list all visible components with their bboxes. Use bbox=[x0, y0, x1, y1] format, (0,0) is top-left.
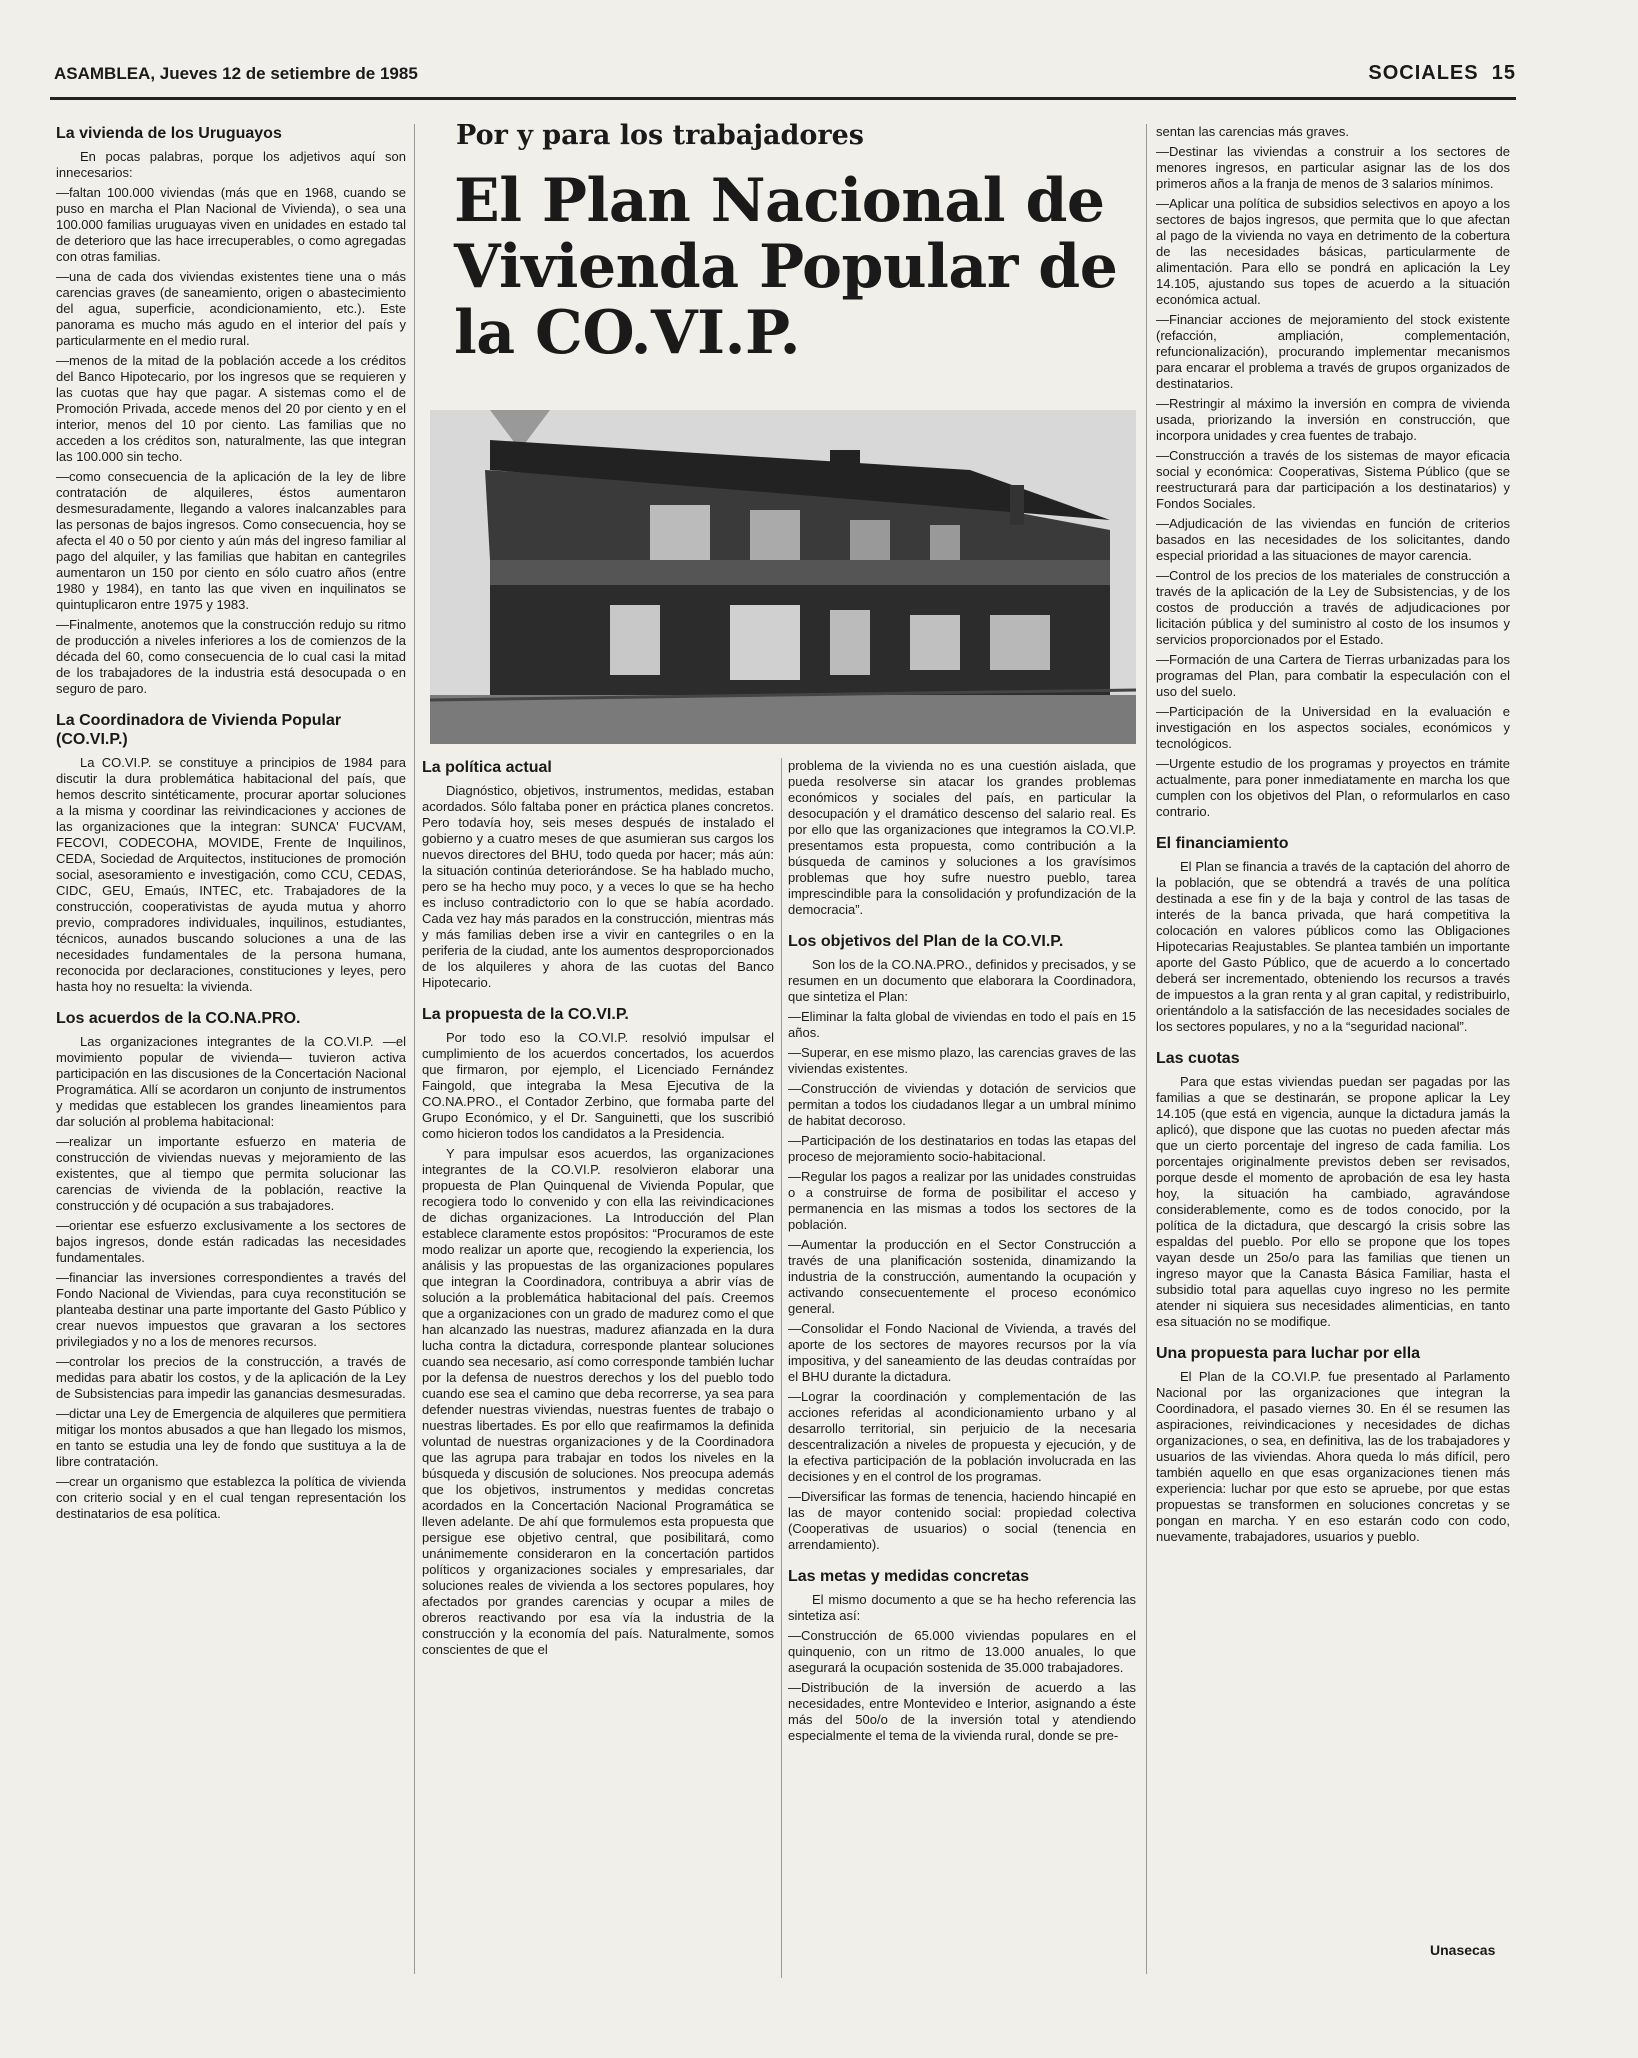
housing-building-image bbox=[430, 410, 1136, 744]
paragraph: —Construcción de viviendas y dotación de servicios que permitan a todos los ciudadanos llegar a un umbral mínimo de habitat decoroso. bbox=[788, 1081, 1136, 1128]
paragraph: El Plan de la CO.VI.P. fue presentado al Parlamento Nacional por las organizaciones que integran la Coordinadora, el pasado viernes 30. En él se resumen las aspiraciones, reivindicaciones y necesidades de dichas organizaciones, o sea, en definitiva, las de los trabajadores y usuarios de las viviendas. Ahora queda lo más difícil, pero también aquello en que esas organizaciones tienen más experiencia: luchar por que esto se apruebe, por que estas propuestas se transformen en soluciones concretas y se pongan en marcha. Y en eso estarán codo con codo, nuevamente, trabajadores, usuarios y pueblo. bbox=[1156, 1369, 1510, 1544]
paragraph: Diagnóstico, objetivos, instrumentos, medidas, estaban acordados. Sólo faltaba poner en práctica planes concretos. Pero todavía hoy, seis meses después de instalado el gobierno y a cuatro meses de que asumieran sus cargos los nuevos directores del BHU, todo queda por hacer; más aún: la situación continúa deteriorándose. Se ha hablado mucho, pero se ha hecho muy poco, y a veces lo que se ha hecho es incluso contradictorio con lo que se había acordado. Cada vez hay más parados en la construcción, mientras más y más familias deben irse a vivir en cantegriles o en la periferia de la ciudad, ante los aumentos desproporcionados de los alquileres y ahora de las cuotas del Banco Hipotecario. bbox=[422, 783, 774, 990]
masthead-date: ASAMBLEA, Jueves 12 de setiembre de 1985 bbox=[54, 64, 418, 83]
subhead-metas: Las metas y medidas concretas bbox=[788, 1568, 1030, 1585]
paragraph: —una de cada dos viviendas existentes tiene una o más carencias graves (de saneamiento, origen o abastecimiento del agua, superficie, acondicionamiento, etc.). Este panorama es mucho más agudo en el interior del país y particularmente en el medio rural. bbox=[56, 269, 406, 348]
column-rule-3 bbox=[1146, 124, 1147, 1974]
paragraph: problema de la vivienda no es una cuestión aislada, que pueda resolverse sin atacar los grandes problemas económicos y sociales del país, en particular la desocupación y el dramático descenso del salario real. Es por ello que las organizaciones que integramos la CO.VI.P. presentamos esta propuesta, como contribución a la búsqueda de caminos y soluciones a los gravísimos problemas que hoy sufre nuestro pueblo, tarea imprescindible para la consolidación y profundización de la democracia”. bbox=[788, 758, 1136, 917]
paragraph: —Control de los precios de los materiales de construcción a través de la aplicación de la Ley de Subsistencias, y de los costos de producción a través de adjudicaciones por licitación pública y del suministro al costo de los insumos y servicios proporcionados por el Estado. bbox=[1156, 568, 1510, 647]
column-rule-1 bbox=[414, 124, 415, 1974]
paragraph: —Finalmente, anotemos que la construcción redujo su ritmo de producción a niveles inferiores a los de comienzos de la década del 60, como consecuencia de lo cual casi la mitad de los trabajadores de la industria está desocupada o en seguro de paro. bbox=[56, 617, 406, 696]
column-2 bbox=[422, 758, 774, 1978]
paragraph: El Plan se financia a través de la captación del ahorro de la población, que se obtendrá a través de una política destinada a ese fin y de la baja y control de las tasas de interés de la banca privada, que hará competitiva la colocación en valores públicos como las Obligaciones Hipotecarias Reajustables. Se plantea también un importante aporte del Gasto Público, que de acuerdo a lo concertado deberá ser incrementado, obteniendo los recursos a través de impuestos a la gran renta y al gran capital, y redistribuirlo, orientándolo a la satisfacción de las necesidades sociales de los sectores populares, y no a la “seguridad nacional”. bbox=[1156, 859, 1510, 1034]
paragraph: —controlar los precios de la construcción, a través de medidas para abatir los costos, y de la aplicación de la Ley de Subsistencias para impedir las ganancias desmesuradas. bbox=[56, 1354, 406, 1401]
masthead-rule bbox=[50, 97, 1516, 100]
paragraph: —Construcción de 65.000 viviendas populares en el quinquenio, con un ritmo de 13.000 anuales, lo que asegurará la ocupación sostenida de 35.000 trabajadores. bbox=[788, 1628, 1136, 1675]
building-photo bbox=[430, 410, 1136, 744]
paragraph: —Regular los pagos a realizar por las unidades construidas o a construirse de forma de posibilitar el acceso y permanencia en las mismas a todos los sectores de la población. bbox=[788, 1169, 1136, 1232]
masthead bbox=[50, 58, 1516, 98]
paragraph: —dictar una Ley de Emergencia de alquileres que permitiera mitigar los montos abusados a que han llegado los mismos, en tanto se estudia una ley de fondo que sustituya a la de libre contratación. bbox=[56, 1406, 406, 1469]
page-number: 15 bbox=[1491, 62, 1516, 84]
subhead-acuerdos: Los acuerdos de la CO.NA.PRO. bbox=[56, 1010, 301, 1027]
column-rule-2 bbox=[781, 758, 782, 1978]
subhead-financiamiento: El financiamiento bbox=[1156, 835, 1289, 852]
paragraph: —Distribución de la inversión de acuerdo a las necesidades, entre Montevideo e Interior, asignando a éste más del 50o/o de la inversión total y atendiendo especialmente el tema de la vivienda rural, donde se pre- bbox=[788, 1680, 1136, 1743]
paragraph: Por todo eso la CO.VI.P. resolvió impulsar el cumplimiento de los acuerdos concertados, los acuerdos que firmaron, por ejemplo, el Licenciado Fernández Faingold, que integraba la Mesa Ejecutiva de la CO.NA.PRO., el Contador Zerbino, que formaba parte del Grupo Económico, y el Dr. Sanguinetti, que los suscribió como hicieron todos los candidatos a la Presidencia. bbox=[422, 1030, 774, 1141]
paragraph: La CO.VI.P. se constituye a principios de 1984 para discutir la dura problemática habitacional del país, que hemos descrito sintéticamente, procurar aportar soluciones a la misma y coordinar las reivindicaciones y acciones de las organizaciones que la integran: SUNCA' FUCVAM, FECOVI, CODECOHA, MOVIDE, Frente de Inquilinos, CEDA, Sociedad de Arquitectos, instituciones de promoción social, asesoramiento e investigación, como CCU, CEDAS, CIDC, GEU, Emaús, INTEC, etc. Trabajadores de la construcción, cooperativistas de ayuda mutua y ahorro previo, compradores individuales, inquilinos, estudiantes, técnicos, aunados buscando soluciones a una de las necesidades fundamentales de la persona humana, reconocida por declaraciones, constituciones y leyes, pero hasta hoy no resuelta: la vivienda. bbox=[56, 755, 406, 994]
paragraph: —realizar un importante esfuerzo en materia de construcción de viviendas nuevas y mejoramiento de las existentes, que al tiempo que permita solucionar las carencias de vivienda de la población, reactive la construcción y dé ocupación a sus trabajadores. bbox=[56, 1134, 406, 1213]
paragraph: Y para impulsar esos acuerdos, las organizaciones integrantes de la CO.VI.P. resolvieron elaborar una propuesta de Plan Quinquenal de Vivienda Popular, que recogiera todo lo convenido y con ella las reivindicaciones de dichas organizaciones. La Introducción del Plan establece claramente estos propósitos: “Procuramos de este modo realizar un aporte que, recogiendo la experiencia, los análisis y las propuestas de las organizaciones populares que integran la Coordinadora, contribuya a abrir vías de solución a la problemática habitacional del país. Creemos que a organizaciones con un grado de madurez como el que han alcanzado las nuestras, madurez afianzada en la dura lucha contra la dictadura, corresponde plantear soluciones cuando sea necesario, así como corresponde también luchar por la defensa de nuestros derechos y los del pueblo todo cuando ese sea el camino que deba recorrerse, ya sea para defender nuestras viviendas, nuestras fuentes de trabajo o nuestras libertades. Es por ello que reafirmamos la definida voluntad de nuestras organizaciones y de la Coordinadora que las agrupa para trabajar en todos los niveles en la búsqueda y discusión de soluciones. Nos preocupa además que los objetivos, instrumentos y medidas concretas acordados en la Concertación Nacional Programática se lleven adelante. De ahí que formulemos esta propuesta que persigue ese objetivo central, que posibilitará, como unánimemente consideraron en la concertación partidos políticos y organizaciones sociales y empresariales, dar soluciones reales de vivienda a los sectores populares, hoy afectados por grandes carencias y ocupar a miles de obreros reactivando por esa vía la industria de la construcción y la economía del país. Naturalmente, somos conscientes de que el bbox=[422, 1146, 774, 1657]
author-signature: Unasecas bbox=[1430, 1942, 1496, 1958]
subhead-cuotas: Las cuotas bbox=[1156, 1050, 1240, 1067]
paragraph: —Adjudicación de las viviendas en función de criterios basados en las necesidades de los solicitantes, dando especial prioridad a las situaciones de mayor carencia. bbox=[1156, 516, 1510, 563]
paragraph: sentan las carencias más graves. bbox=[1156, 124, 1349, 139]
paragraph: —faltan 100.000 viviendas (más que en 1968, cuando se puso en marcha el Plan Nacional de Vivienda), o sea una 100.000 familias uruguayas viven en unidades en estado tal de deterioro que las hace irrecuperables, o como agregadas con otras familias. bbox=[56, 185, 406, 264]
paragraph: Para que estas viviendas puedan ser pagadas por las familias a que se destinarán, se propone aplicar la Ley 14.105 (que está en vigencia, aunque la dictadura jamás la aplicó), que dispone que las cuotas no pueden afectar más que un cierto porcentaje del ingreso de cada familia. Los porcentajes originalmente previstos deben ser revisados, porque desde el momento de aprobación de esa ley hasta hoy, la situación ha cambiado, agravándose considerablemente, como es de todos conocido, por la política de la dictadura, que descargó la crisis sobre las espaldas del pueblo. Por ello se propone que los topes vayan desde un 25o/o para las familias que tienen un ingreso mayor que la Canasta Básica Familiar, hasta el subsidio total para aquellas cuyo ingreso no les permite atender ni siquiera sus necesidades alimenticias, en tanto esa situación no se modifique. bbox=[1156, 1074, 1510, 1329]
section-name: SOCIALES bbox=[1368, 62, 1479, 84]
paragraph: —Aumentar la producción en el Sector Construcción a través de una planificación sostenida, dinamizando la industria de la construcción, aumentando la ocupación y activando consecuentemente el proceso económico general. bbox=[788, 1237, 1136, 1316]
paragraph: —Eliminar la falta global de viviendas en todo el país en 15 años. bbox=[788, 1009, 1136, 1040]
paragraph: —Restringir al máximo la inversión en compra de vivienda usada, priorizando la inversión en construcción, que incorpora unidades y crea fuentes de trabajo. bbox=[1156, 396, 1510, 443]
paragraph: —Participación de los destinatarios en todas las etapas del proceso de mejoramiento socio-habitacional. bbox=[788, 1133, 1136, 1164]
paragraph: Son los de la CO.NA.PRO., definidos y precisados, y se resumen en un documento que elaborara la Coordinadora, que sintetiza el Plan: bbox=[788, 957, 1136, 1004]
paragraph: —orientar ese esfuerzo exclusivamente a los sectores de bajos ingresos, donde están radicadas las necesidades fundamentales. bbox=[56, 1218, 406, 1265]
section-title bbox=[1368, 62, 1516, 85]
article-headline: El Plan Nacional de Vivienda Popular de la CO.VI.P. bbox=[454, 166, 1118, 368]
paragraph: —Consolidar el Fondo Nacional de Vivienda, a través del aporte de los sectores de mayores recursos por la vía impositiva, y del saneamiento de las deudas contraídas por el BHU durante la dictadura. bbox=[788, 1321, 1136, 1384]
paragraph: —Lograr la coordinación y complementación de las acciones referidas al acondicionamiento urbano y al desarrollo territorial, sin perjuicio de la necesaria descentralización a niveles de propuesta y ejecución, y de la efectiva participación de la población involucrada en las decisiones y en el control de los programas. bbox=[788, 1389, 1136, 1484]
paragraph: —crear un organismo que establezca la política de vivienda con criterio social y en el cual tengan representación los destinatarios de esa política. bbox=[56, 1474, 406, 1521]
paragraph: —Destinar las viviendas a construir a los sectores de menores ingresos, en particular asignar las de los dos primeros años a la franja de menos de 3 salarios mínimos. bbox=[1156, 144, 1510, 191]
article-kicker: Por y para los trabajadores bbox=[456, 120, 864, 151]
subhead-politica: La política actual bbox=[422, 759, 552, 776]
newspaper-page bbox=[50, 58, 1516, 1978]
paragraph: El mismo documento a que se ha hecho referencia las sintetiza así: bbox=[788, 1592, 1136, 1623]
paragraph: En pocas palabras, porque los adjetivos aquí son innecesarios: bbox=[56, 149, 406, 180]
column-3 bbox=[788, 758, 1136, 1978]
column-4 bbox=[1156, 124, 1510, 1974]
column-1 bbox=[56, 124, 406, 1974]
subhead-luchar: Una propuesta para luchar por ella bbox=[1156, 1345, 1421, 1362]
paragraph: —menos de la mitad de la población accede a los créditos del Banco Hipotecario, por los ingresos que se requieren y las cuotas que hay que pagar. A sistemas como el de Promoción Privada, accede menos del 20 por ciento y en el interior, menos del 10 por ciento. Las familias que no acceden a los créditos son, naturalmente, las que integran las 100.000 sin techo. bbox=[56, 353, 406, 464]
paragraph: —Diversificar las formas de tenencia, haciendo hincapié en las de mayor contenido social: propiedad colectiva (Cooperativas de usuarios) o social (tenencia en arrendamiento). bbox=[788, 1489, 1136, 1552]
subhead-objetivos: Los objetivos del Plan de la CO.VI.P. bbox=[788, 933, 1064, 950]
paragraph: —Construcción a través de los sistemas de mayor eficacia social y económica: Cooperativas, Sistema Público (que se reestructurará para dar participación a los destinatarios) y Fondos Sociales. bbox=[1156, 448, 1510, 511]
subhead-propuesta: La propuesta de la CO.VI.P. bbox=[422, 1006, 629, 1023]
subhead-coordinadora: La Coordinadora de Vivienda Popular (CO.VI.P.) bbox=[56, 712, 342, 748]
paragraph: —Formación de una Cartera de Tierras urbanizadas para los programas del Plan, para combatir la especulación con el uso del suelo. bbox=[1156, 652, 1510, 699]
paragraph: —Financiar acciones de mejoramiento del stock existente (refacción, ampliación, complementación, refuncionalización), procurando implementar mecanismos para encarar el problema a través de grupos organizados de destinatarios. bbox=[1156, 312, 1510, 391]
paragraph: Las organizaciones integrantes de la CO.VI.P. —el movimiento popular de vivienda— tuvieron activa participación en las discusiones de la Concertación Nacional Programática. Allí se acordaron un conjunto de instrumentos y medidas que establecen los grandes lineamientos para dar solución al problema habitacional: bbox=[56, 1034, 406, 1129]
paragraph: —Superar, en ese mismo plazo, las carencias graves de las viviendas existentes. bbox=[788, 1045, 1136, 1076]
paragraph: —Urgente estudio de los programas y proyectos en trámite actualmente, para poner inmediatamente en marcha los que cumplen con los objetivos del Plan, o reformularlos en caso contrario. bbox=[1156, 756, 1510, 819]
paragraph: —Participación de la Universidad en la evaluación e investigación en los aspectos sociales, económicos y tecnológicos. bbox=[1156, 704, 1510, 751]
paragraph: —Aplicar una política de subsidios selectivos en apoyo a los sectores de bajos ingresos, que permita que lo que afectan al pago de la vivienda no vaya en detrimento de la cobertura de las necesidades básicas, particularmente de alimentación. Para ello se pondrá en aplicación la Ley 14.105, ajustando sus topes de acuerdo a la situación económica actual. bbox=[1156, 196, 1510, 307]
subhead-vivienda: La vivienda de los Uruguayos bbox=[56, 125, 282, 142]
paragraph: —financiar las inversiones correspondientes a través del Fondo Nacional de Viviendas, para cuya reconstitución se planteaba destinar una parte importante del Gasto Público y crear nuevos impuestos que gravaran a los sectores privilegiados y no a los de menores recursos. bbox=[56, 1270, 406, 1349]
paragraph: —como consecuencia de la aplicación de la ley de libre contratación de alquileres, éstos aumentaron desmesuradamente, llegando a valores inalcanzables para las personas de bajos ingresos. Como consecuencia, hoy se afecta el 40 o 50 por ciento y aún más del ingreso familiar al pago del alquiler, y las familias que habitan en cantegriles aumentaron un 150 por ciento en sólo cuatro años (entre 1980 y 1984), en tanto las que viven en inquilinatos se quintuplicaron entre 1975 y 1983. bbox=[56, 469, 406, 612]
